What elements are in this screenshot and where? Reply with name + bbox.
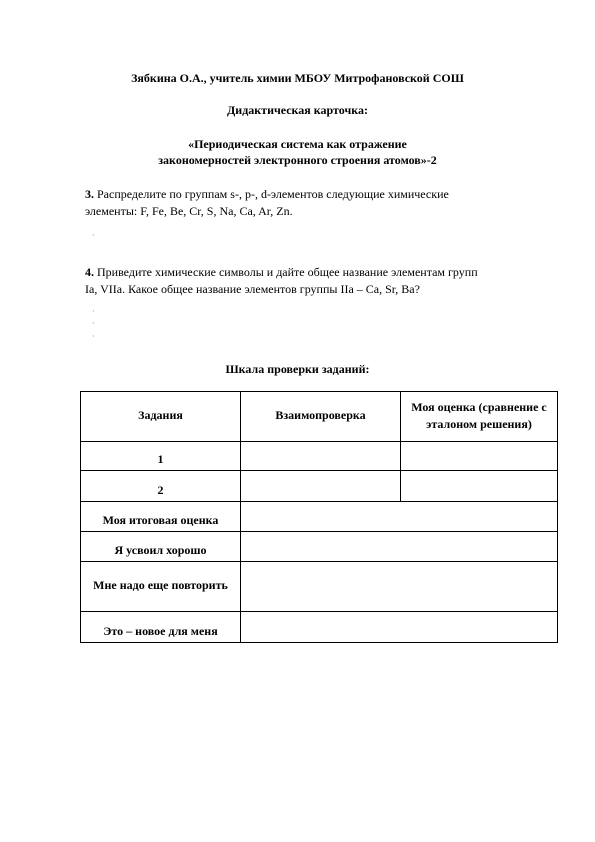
header-tasks: Задания [81, 392, 241, 442]
header-peer-check: Взаимопроверка [241, 392, 401, 442]
task-4-text-1: Приведите химические символы и дайте общее название элементам групп [94, 265, 478, 279]
scale-table [80, 391, 558, 643]
table-row [81, 532, 558, 562]
task-3-line-2: элементы: F, Fe, Be, Cr, S, Na, Ca, Ar, Zn. [85, 204, 293, 218]
new-for-me-label: Это – новое для меня [81, 612, 241, 643]
peer-check-cell[interactable] [241, 442, 401, 471]
header-my-grade: Моя оценка (сравнение с эталоном решения) [401, 392, 558, 442]
answer-marker: · [92, 332, 95, 341]
table-row [81, 471, 558, 502]
my-grade-cell[interactable] [401, 471, 558, 502]
task-number-cell: 2 [81, 471, 241, 502]
card-type-title: Дидактическая карточка: [227, 103, 368, 117]
table-row [81, 612, 558, 643]
table-row [81, 442, 558, 471]
task-4-line-2: Ia, VIIa. Какое общее название элементов группы IIa – Ca, Sr, Ba? [85, 282, 420, 296]
learned-well-cell[interactable] [241, 532, 558, 562]
new-for-me-cell[interactable] [241, 612, 558, 643]
scale-title: Шкала проверки заданий: [225, 362, 370, 376]
task-3-number: 3. [85, 187, 94, 201]
author-line: Зябкина О.А., учитель химии МБОУ Митрофановской СОШ [131, 71, 464, 85]
task-3 [85, 186, 535, 220]
answer-marker: · [92, 307, 95, 316]
my-grade-cell[interactable] [401, 442, 558, 471]
task-4 [85, 264, 535, 298]
task-4-number: 4. [85, 265, 94, 279]
table-row [81, 502, 558, 532]
task-number-cell: 1 [81, 442, 241, 471]
task-3-line-1 [85, 186, 535, 203]
answer-marker: · [92, 231, 95, 240]
need-repeat-label: Мне надо еще повторить [81, 562, 241, 612]
table-header-row [81, 392, 558, 442]
final-grade-label: Моя итоговая оценка [81, 502, 241, 532]
learned-well-label: Я усвоил хорошо [81, 532, 241, 562]
topic-line-2: закономерностей электронного строения атомов»-2 [158, 153, 437, 167]
answer-marker: · [92, 319, 95, 328]
task-4-line-1 [85, 264, 535, 281]
peer-check-cell[interactable] [241, 471, 401, 502]
need-repeat-cell[interactable] [241, 562, 558, 612]
task-3-text-1: Распределите по группам s-, p-, d-элементов следующие химические [94, 187, 449, 201]
final-grade-cell[interactable] [241, 502, 558, 532]
topic-line-1: «Периодическая система как отражение [188, 137, 407, 151]
table-row [81, 562, 558, 612]
